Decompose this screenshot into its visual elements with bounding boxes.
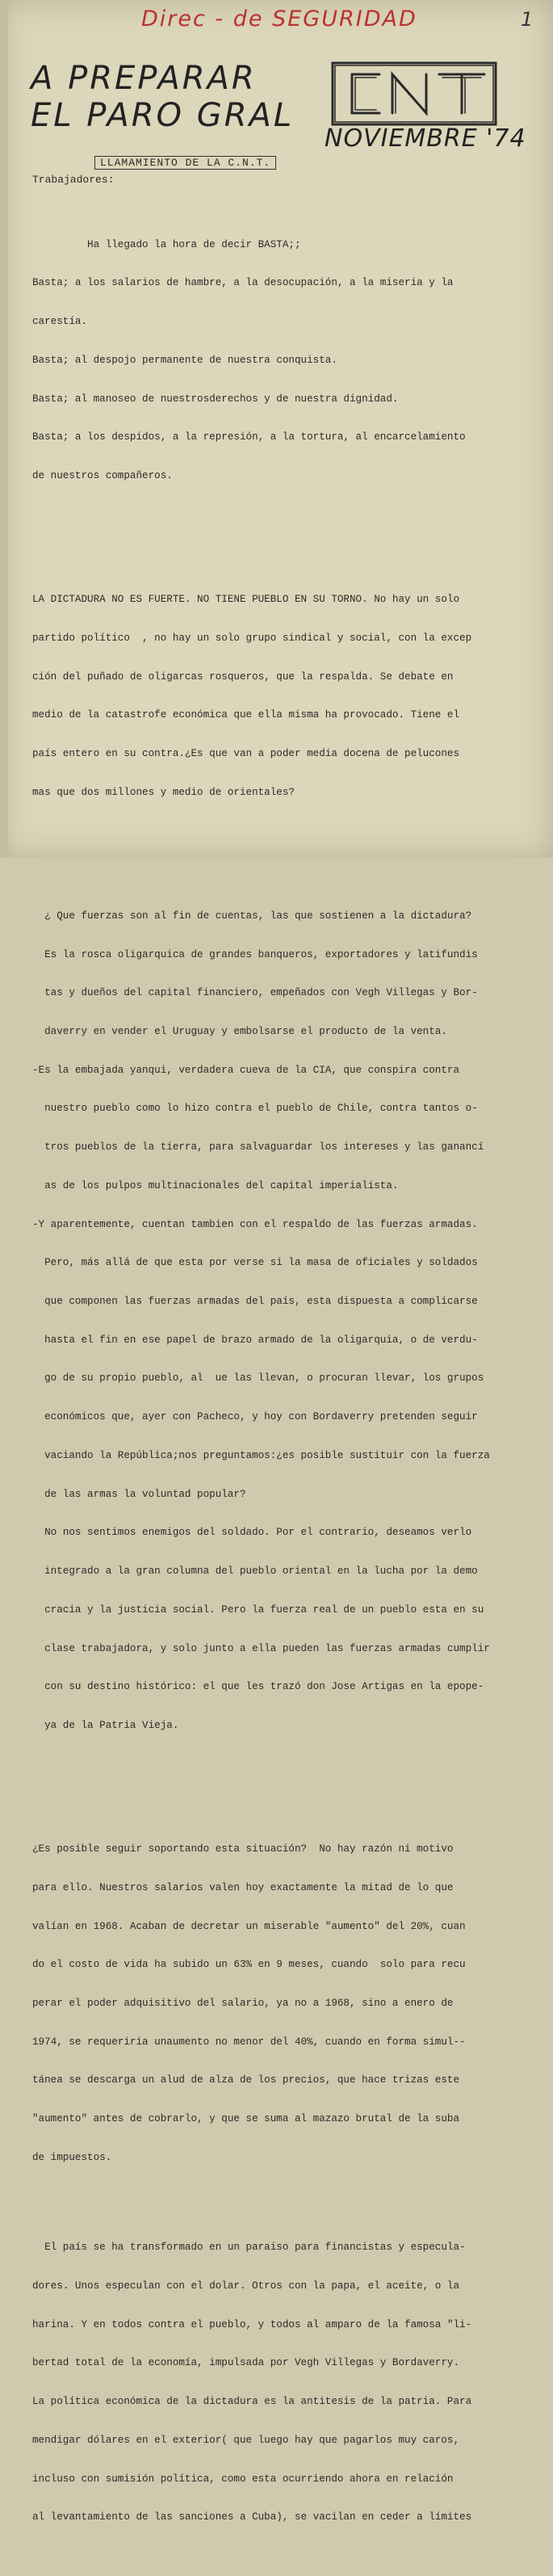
document-title: LLAMAMIENTO DE LA C.N.T. [94,156,276,170]
text-line: Basta; a los salarios de hambre, a la desocupación, a la miseria y la [32,277,454,289]
text-line: Pero, más allá de que esta por verse si la masa de oficiales y soldados [32,1257,478,1269]
text-line: hasta el fin en ese papel de brazo armado de la oligarquia, o de verdu- [32,1334,478,1346]
text-line: con su destino histórico: el que les trazó don Jose Artigas en la epope- [32,1681,484,1693]
text-line: perar el poder adquisitivo del salario, ya no a 1968, sino a enero de [32,1997,454,2009]
text-line: mas que dos millones y medio de orientales? [32,786,295,798]
text-line: "aumento" antes de cobrarlo, y que se suma al mazazo brutal de la suba [32,2113,460,2125]
text-line: ya de la Patria Vieja. [32,1719,179,1731]
text-line: que componen las fuerzas armadas del país, esta dispuesta a complicarse [32,1296,478,1308]
slogan-line-2: EL PARO GRAL [31,97,295,134]
text-line: ción del puñado de oligarcas rosqueros, que la respalda. Se debate en [32,670,454,683]
salutation: Trabajadores: [32,174,115,186]
paragraph [32,1817,496,2190]
paper-edge [0,0,8,858]
text-line: partido político , no hay un solo grupo sindical y social, con la excep [32,632,472,644]
text-line: Basta; al manoseo de nuestrosderechos y de nuestra dignidad. [32,393,399,405]
text-line: Ha llegado la hora de decir BASTA;; [32,238,301,250]
text-line: vaciando la República;nos preguntamos:¿es posible sustituir con la fuerza [32,1449,490,1461]
text-line: para ello. Nuestros salarios valen hoy exactamente la mitad de lo que [32,1881,454,1893]
text-line: daverry en vender el Uruguay y embolsarse el producto de la venta. [32,1026,447,1037]
text-line: No nos sentimos enemigos del soldado. Por el contrario, deseamos verlo [32,1527,472,1539]
paragraph [32,2216,496,2550]
paragraph [32,568,496,825]
text-line: Es la rosca oligarquica de grandes banqueros, exportadores y latifundis [32,948,478,960]
slogan-line-1: A PREPARAR [31,60,257,97]
text-line: clase trabajadora, y solo junto a ella pueden las fuerzas armadas cumplir [32,1642,490,1654]
slogan-heading [31,60,297,134]
text-line: al levantamiento de las sanciones a Cuba), se vacilan en ceder a límites [32,2511,472,2523]
text-line: La política económica de la dictadura es la antitesis de la patria. Para [32,2396,472,2408]
text-line: -Es la embajada yanqui, verdadera cueva de la CIA, que conspira contra [32,1064,460,1076]
paragraph [32,885,496,1759]
text-line: de las armas la voluntad popular? [32,1488,246,1500]
text-line: -Y aparentemente, cuentan tambien con el respaldo de las fuerzas armadas. [32,1218,478,1230]
paragraph [32,213,496,509]
text-line: país entero en su contra.¿Es que van a poder media docena de pelucones [32,747,460,759]
handwritten-date: NOVIEMBRE '74 [325,124,526,153]
text-line: de impuestos. [32,2151,112,2163]
text-line: tros pueblos de la tierra, para salvaguardar los intereses y las ganancí [32,1141,484,1154]
text-line: incluso con sumisión política, como esta ocurriendo ahora en relación [32,2473,454,2485]
text-line: de nuestros compañeros. [32,469,173,481]
text-line: tánea se descarga un alud de alza de los precios, que hace trizas este [32,2074,460,2086]
text-line: ¿Es posible seguir soportando esta situación? No hay razón ni motivo [32,1843,454,1855]
text-line: dores. Unos especulan con el dolar. Otros con la papa, el aceite, o la [32,2280,460,2292]
handwritten-header-note: Direc - de SEGURIDAD [141,6,417,32]
text-line: go de su propio pueblo, al ue las llevan, o procuran llevar, los grupos [32,1372,484,1385]
text-line: económicos que, ayer con Pacheco, y hoy con Bordaverry pretenden seguir [32,1411,478,1423]
text-line: Basta; al despojo permanente de nuestra conquista. [32,354,337,366]
text-line: mendigar dólares en el exterior( que luego hay que pagarlos muy caros, [32,2434,460,2446]
text-line: integrado a la gran columna del pueblo oriental en la lucha por la demo [32,1565,478,1578]
cnt-logo-icon [329,60,499,128]
text-line: valían en 1968. Acaban de decretar un miserable "aumento" del 20%, cuan [32,1920,466,1932]
text-line: El país se ha transformado en un paraiso para financistas y especula- [32,2242,466,2254]
page-number: 1 [521,8,534,31]
text-line: medio de la catastrofe económica que ella misma ha provocado. Tiene el [32,709,460,721]
text-line: harina. Y en todos contra el pueblo, y todos al amparo de la famosa "li- [32,2318,472,2330]
text-line: carestía. [32,316,88,328]
text-line: Basta; a los despidos, a la represión, a la tortura, al encarcelamiento [32,431,466,443]
text-line: tas y dueños del capital financiero, empeñados con Vegh Villegas y Bor- [32,987,478,999]
text-line: nuestro pueblo como lo hizo contra el pueblo de Chile, contra tantos o- [32,1103,478,1115]
text-line: as de los pulpos multinacionales del capital imperialista. [32,1179,399,1191]
text-line: do el costo de vida ha subido un 63% en 9 meses, cuando solo para recu [32,1959,466,1971]
text-line: cracia y la justicia social. Pero la fuerza real de un pueblo esta en su [32,1603,484,1616]
text-line: bertad total de la economía, impulsada por Vegh Villegas y Bordaverry. [32,2357,460,2369]
text-line: ¿ Que fuerzas son al fin de cuentas, las que sostienen a la dictadura? [32,910,472,922]
text-line: 1974, se requeriria unaumento no menor del 40%, cuando en forma simul-- [32,2036,466,2048]
text-line: LA DICTADURA NO ES FUERTE. NO TIENE PUEBLO EN SU TORNO. No hay un solo [32,594,460,606]
document-body [32,187,496,2576]
